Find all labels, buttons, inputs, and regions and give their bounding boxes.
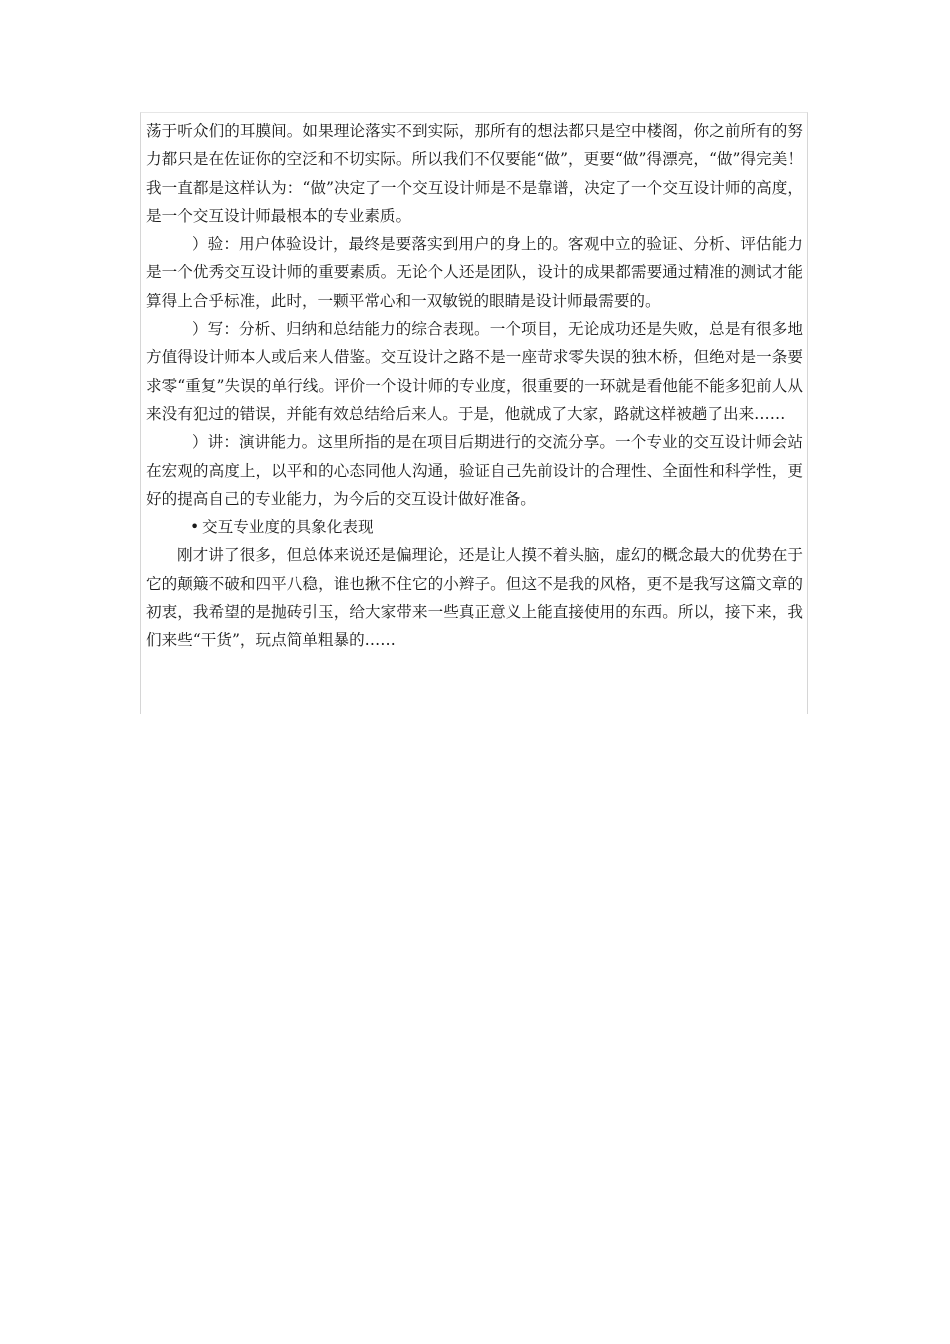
paragraph-do: 荡于听众们的耳膜间。如果理论落实不到实际，那所有的想法都只是空中楼阁，你之前所有的努力都只是在佐证你的空泛和不切实际。所以我们不仅要能“做”，更要“做”得漂亮，“做”得完美！我一直都是这样认为：“做”决定了一个交互设计师是不是靠谱，决定了一个交互设计师的高度，是一个交互设计师最根本的专业素质。 [146,122,803,225]
paragraph-verify: ）验：用户体验设计，最终是要落实到用户的身上的。客观中立的验证、分析、评估能力是一个优秀交互设计师的重要素质。无论个人还是团队，设计的成果都需要通过精准的测试才能算得上合乎标准，此时，一颗平常心和一双敏锐的眼睛是设计师最需要的。 [146,235,803,310]
paragraph-write: ）写：分析、归纳和总结能力的综合表现。一个项目，无论成功还是失败，总是有很多地方值得设计师本人或后来人借鉴。交互设计之路不是一座苛求零失误的独木桥，但绝对是一条要求零“重复”失误的单行线。评价一个设计师的专业度，很重要的一环就是看他能不能多犯前人从来没有犯过的错误，并能有效总结给后来人。于是，他就成了大家，路就这样被趟了出来…… [146,320,803,423]
bullet-heading-text: 交互专业度的具象化表现 [202,518,374,537]
document-text-frame [140,112,808,714]
bullet-heading [146,513,803,541]
paragraph-speak: ）讲：演讲能力。这里所指的是在项目后期进行的交流分享。一个专业的交互设计师会站在宏观的高度上，以平和的心态同他人沟通，验证自己先前设计的合理性、全面性和科学性，更好的提高自己的专业能力，为今后的交互设计做好准备。 [146,433,803,508]
bullet-dot: • [190,518,200,537]
paragraph-closing: 刚才讲了很多，但总体来说还是偏理论，还是让人摸不着头脑，虚幻的概念最大的优势在于它的颠簸不破和四平八稳，谁也揪不住它的小辫子。但这不是我的风格，更不是我写这篇文章的初衷，我希望的是抛砖引玉，给大家带来一些真正意义上能直接使用的东西。所以，接下来，我们来些“干货”，玩点简单粗暴的…… [146,546,803,650]
